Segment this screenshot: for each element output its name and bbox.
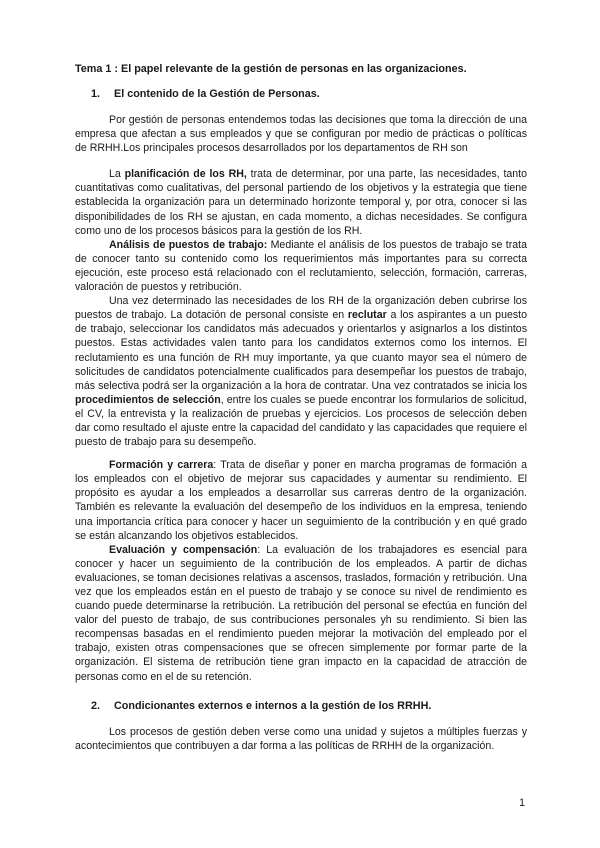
text-run: La: [109, 168, 125, 181]
section-heading-1: [75, 87, 527, 101]
paragraph-condicionantes: Los procesos de gestión deben verse como una unidad y sujetos a múltiples fuerzas y acontecimientos que contribuyen a dar forma a las políticas de RRHH de la organización.: [75, 725, 527, 752]
section-heading-2: [75, 699, 527, 713]
term-reclutar: reclutar: [347, 309, 387, 322]
paragraph-planificacion: [75, 167, 527, 237]
text-run: : Trata de diseñar y poner en marcha programas de formación a los empleados con el objetivo de mejorar sus capacidades y aumentar su rendimiento. El propósito es ayudar a los empleados a desarrollar sus carreras dentro de la organización. También es relevante la evaluación del desempeño de los individuos en la empresa, teniendo una importancia crítica para conocer y hacer un seguimiento de la contribución y en qué grado se están alcanzando los objetivos establecidos.: [75, 459, 527, 542]
section-number: 1.: [91, 88, 101, 100]
term-evaluacion: Evaluación y compensación: [109, 543, 258, 556]
topic-title: Tema 1 : El papel relevante de la gestión de personas en las organizaciones.: [75, 63, 467, 75]
text-run: Una vez determinado las necesidades de los RH de la organización deben cubrirse los puestos de trabajo. La dotación de personal consiste en: [75, 295, 527, 322]
document-body: [75, 62, 527, 753]
text-run: Mediante el análisis de los puestos de trabajo se trata de conocer tanto su contenido como los requerimientos más importantes para su correcta ejecución, este proceso está relacionado con el reclutamiento, selección, formación, carreras, valoración de puestos y retribución.: [75, 238, 527, 294]
term-planificacion: planificación de los RH,: [124, 168, 247, 181]
text-run: , entre los cuales se puede encontrar los formularios de solicitud, el CV, la entrevista y la realización de pruebas y ejercicios. Los procesos de selección deben dar como resultado el ajuste entre la capacidad del candidato y las capacidades que requiere el puesto de trabajo para su desempeño.: [75, 393, 528, 449]
paragraph-evaluacion: [75, 543, 527, 684]
paragraph-analisis: [75, 238, 527, 294]
section-title: Condicionantes externos e internos a la gestión de los RRHH.: [114, 699, 432, 712]
paragraph-formacion: [75, 458, 527, 543]
term-formacion: Formación y carrera: [109, 459, 214, 472]
section-number: 2.: [91, 699, 101, 712]
page-number: 1: [519, 797, 525, 809]
term-seleccion: procedimientos de selección: [75, 393, 221, 406]
intro-paragraph: Por gestión de personas entendemos todas las decisiones que toma la dirección de una empresa que afectan a sus empleados y que se configuran por medio de prácticas o políticas de RRHH.Los principales procesos desarrollados por los departamentos de RH son: [75, 114, 527, 155]
section-title: El contenido de la Gestión de Personas.: [114, 88, 320, 100]
text-run: trata de determinar, por una parte, las necesidades, tanto cuantitativas como cualitativas, del personal partiendo de los objetivos y la estrategia que tiene establecida la organización para un determinado horizonte temporal y, por otra, conocer si las disponibilidades de los RH se ajustan, en cada momento, a dichas necesidades. Se configura como uno de los procesos básicos para la gestión de los RH.: [75, 168, 528, 237]
text-run: : La evaluación de los trabajadores es esencial para conocer y hacer un seguimiento de la contribución de los empleados. A partir de dichas evaluaciones, se toman decisiones relativas a ascensos, traslados, formación y retribución. Una vez que los empleados están en el puesto de trabajo y se conoce su nivel de rendimiento es cuando puede determinarse la retribución. La retribución del personal se efectúa en función del valor del puesto de trabajo, de sus contribuciones personales yh su rendimiento. Si bien las recompensas basadas en el rendimiento pueden mejorar la motivación del empleado por el trabajo, existen otras compensaciones que se ofrecen simplemente por formar parte de la organización. El sistema de retribución tiene gran impacto en la capacidad de atracción de personas como en el de su retención.: [75, 543, 527, 683]
term-analisis: Análisis de puestos de trabajo:: [109, 238, 268, 251]
paragraph-reclutamiento: [75, 294, 527, 449]
text-run: a los aspirantes a un puesto de trabajo, seleccionar los candidatos más adecuados y orientarlos y asignarlos a los distintos puestos. Estas actividades valen tanto para los candidatos externos como los internos. El reclutamiento es una función de RH muy importante, ya que cuanto mayor sea el número de solicitudes de candidatos potencialmente cualificados para desempeñar los puestos de trabajo, más selectiva podrá ser la organización a la hora de contratar. Una vez contratados se inicia los: [75, 309, 527, 392]
